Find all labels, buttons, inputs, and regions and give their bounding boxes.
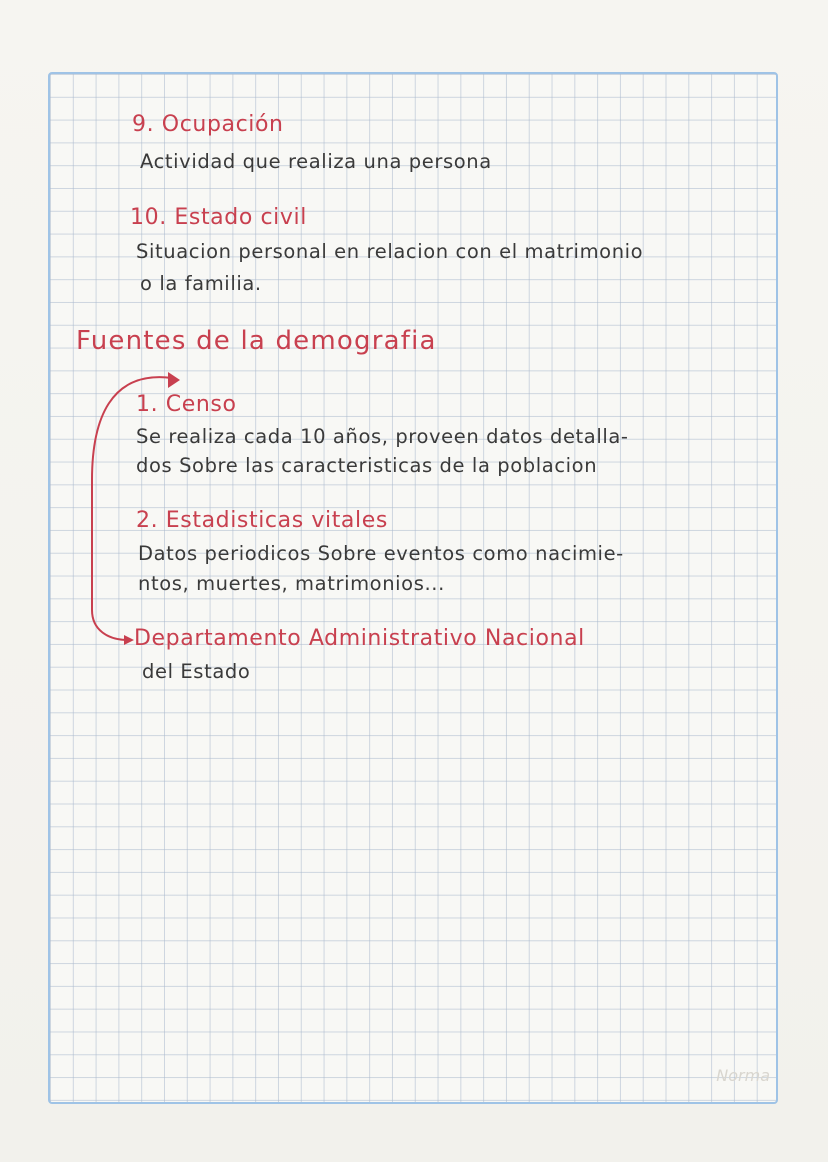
source1-line-2: dos Sobre las caracteristicas de la poblacion [136,454,598,477]
dane-text: Departamento Administrativo Nacional [134,626,585,651]
item10-title: 10. Estado civil [130,205,307,230]
item9-line-1: Actividad que realiza una persona [140,150,492,173]
item10-line-2: o la familia. [140,272,262,295]
source1-title: 1. Censo [136,392,237,417]
item10-line-1: Situacion personal en relacion con el matrimonio [136,240,644,263]
brand-mark: Norma [716,1066,770,1085]
section-heading: Fuentes de la demografia [76,326,437,356]
source2-line-2: ntos, muertes, matrimonios... [138,572,445,595]
source2-line-1: Datos periodicos Sobre eventos como nacimie- [138,542,624,565]
item9-title: 9. Ocupación [132,112,284,137]
dane-line-2: del Estado [142,660,251,683]
source2-title: 2. Estadisticas vitales [136,508,388,533]
source1-line-1: Se realiza cada 10 años, proveen datos detalla- [136,425,629,448]
